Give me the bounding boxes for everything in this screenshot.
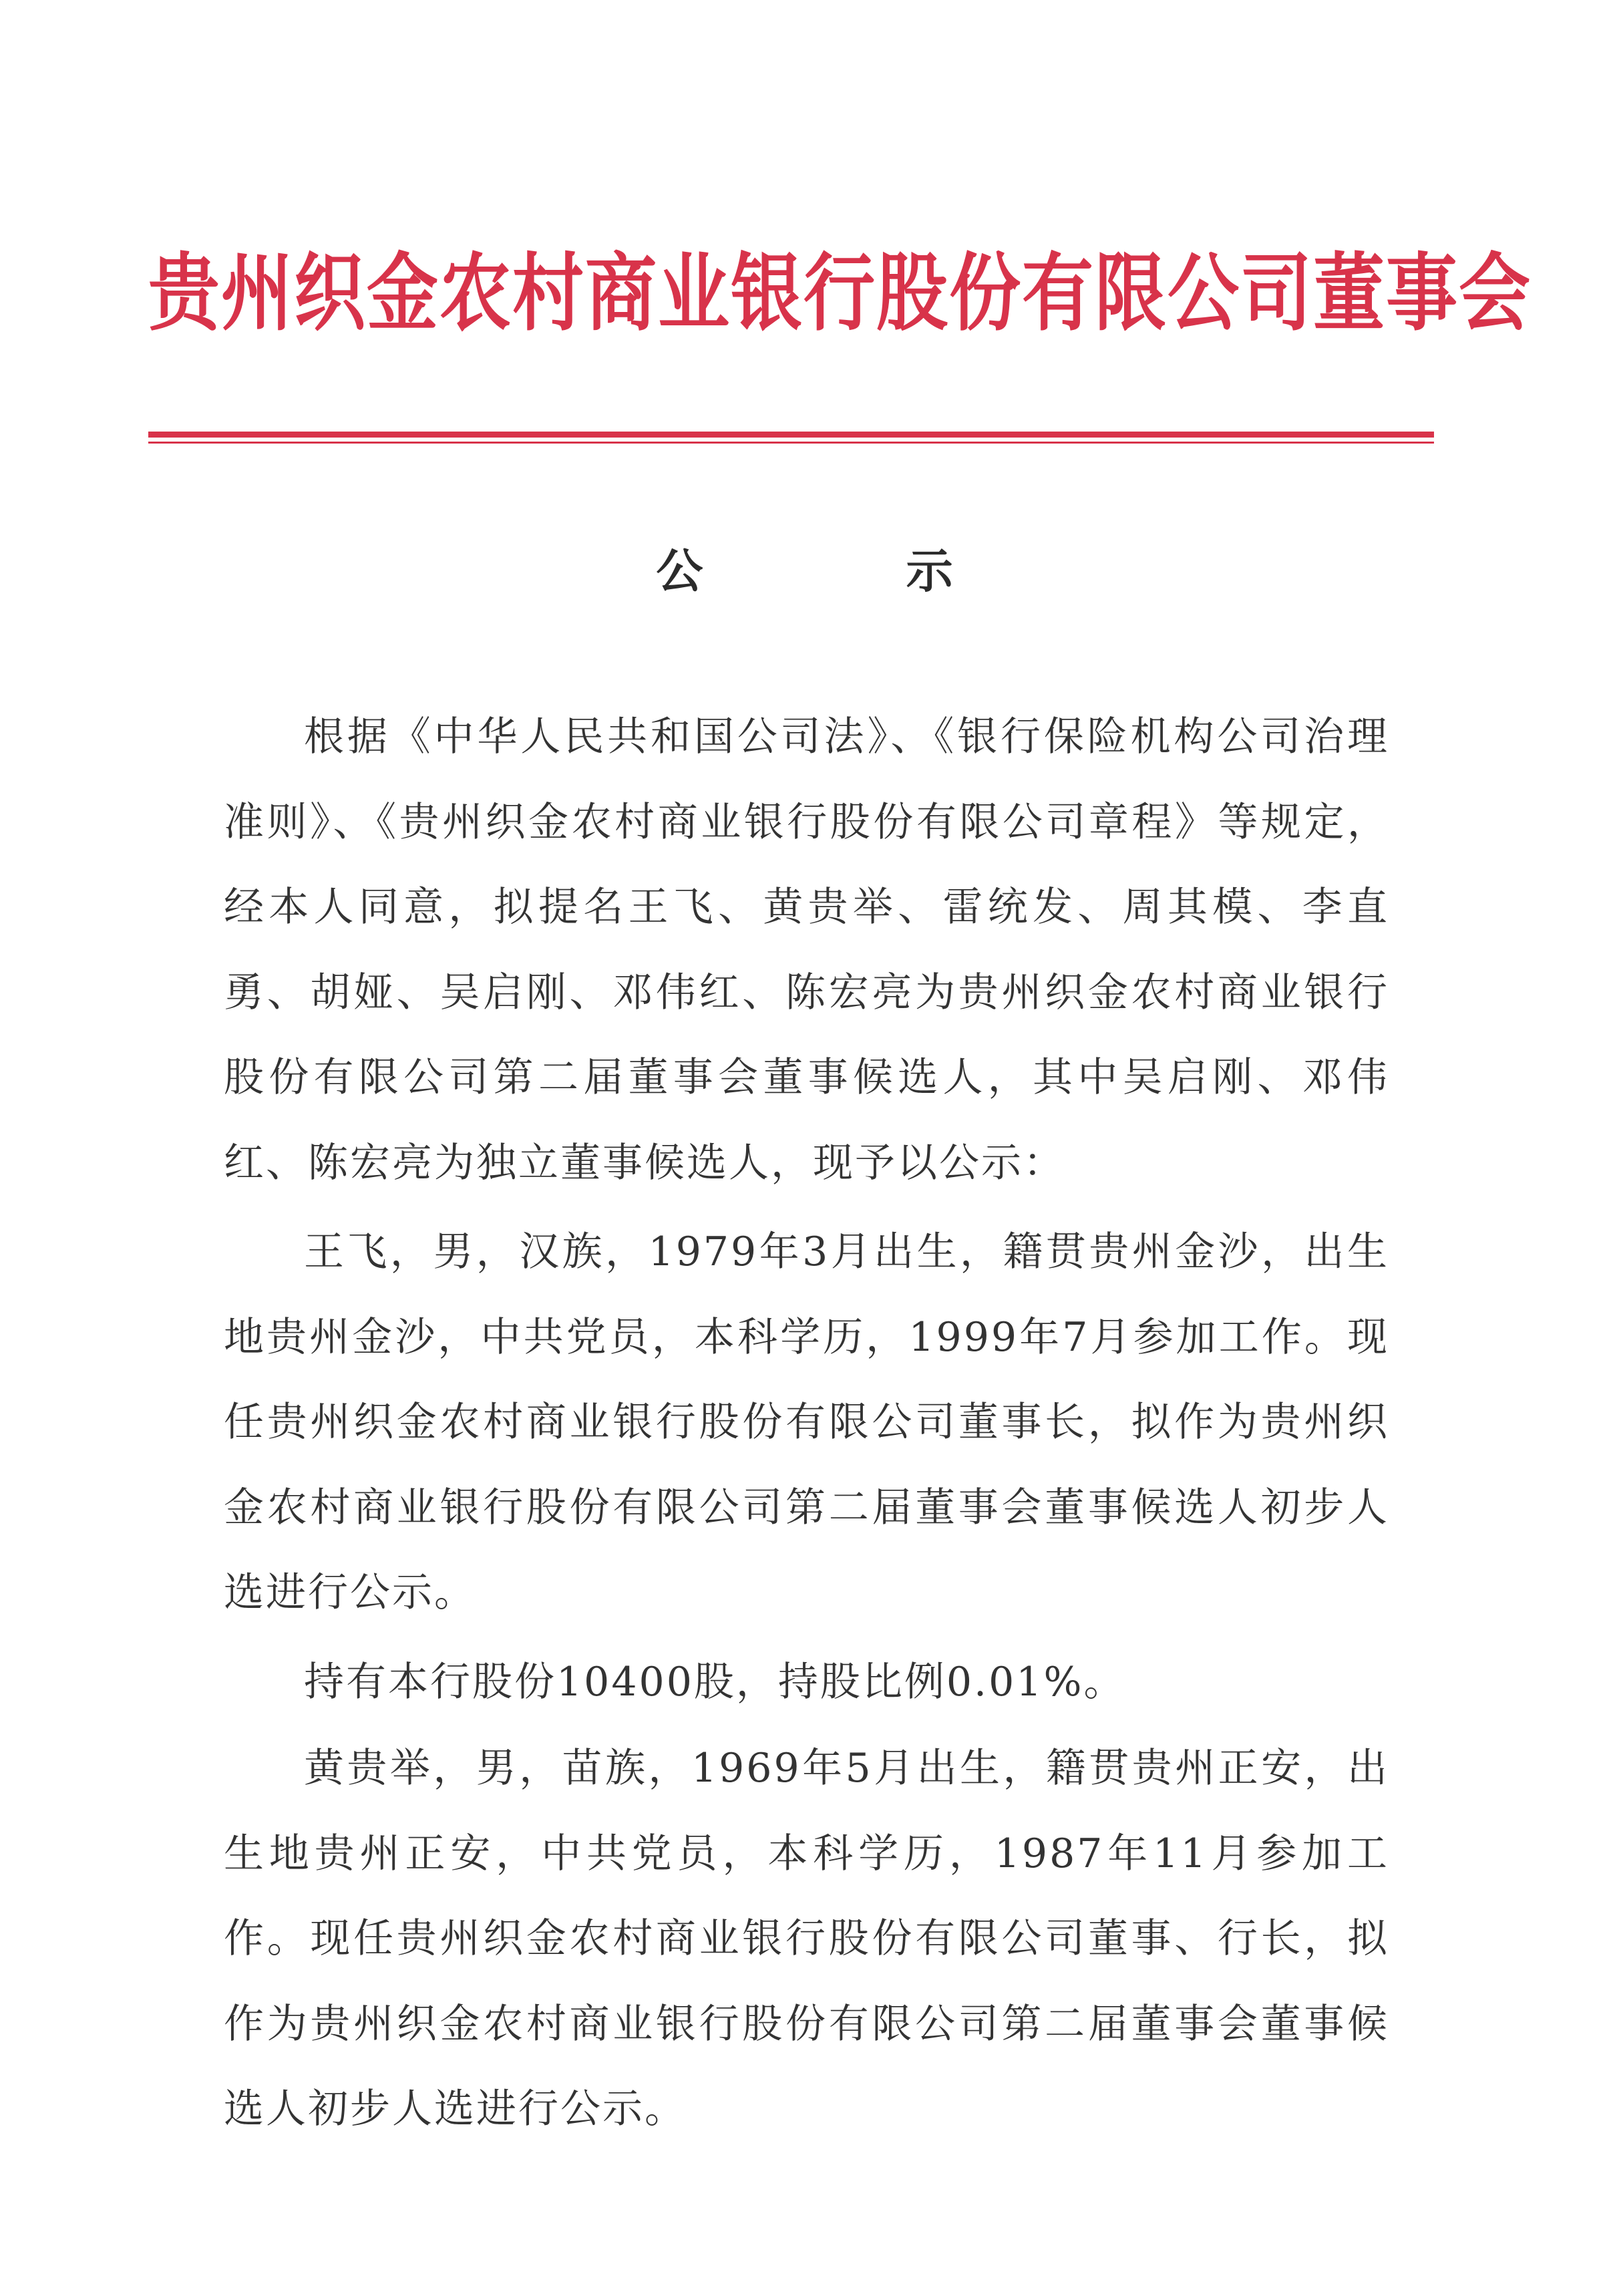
document-title: 公 示: [656, 543, 1047, 599]
paragraph-shareholding-wang-fei: 持有本行股份10400股，持股比例0.01%。: [304, 1658, 1126, 1705]
paragraph-nomination-intro: 根据《中华人民共和国公司法》、《银行保险机构公司治理准则》、《贵州织金农村商业银行股份有限公司章程》等规定，经本人同意，拟提名王飞、黄贵举、雷统发、周其模、李直勇、胡娅、吴启刚、邓伟红、陈宏亮为贵州织金农村商业银行股份有限公司第二届董事会董事候选人，其中吴启刚、邓伟红、陈宏亮为独立董事候选人，现予以公示：: [224, 713, 1389, 1186]
paragraph-candidate-huang-guiju: 黄贵举，男，苗族，1969年5月出生，籍贯贵州正安，出生地贵州正安，中共党员，本科学历，1987年11月参加工作。现任贵州织金农村商业银行股份有限公司董事、行长，拟作为贵州织金农村商业银行股份有限公司第二届董事会董事候选人初步人选进行公示。: [224, 1745, 1389, 2132]
letterhead-rule-thin: [148, 442, 1434, 444]
paragraph-candidate-wang-fei: 王飞，男，汉族，1979年3月出生，籍贯贵州金沙，出生地贵州金沙，中共党员，本科学历，1999年7月参加工作。现任贵州织金农村商业银行股份有限公司董事长，拟作为贵州织金农村商业银行股份有限公司第二届董事会董事候选人初步人选进行公示。: [224, 1228, 1389, 1616]
letterhead-org-name: 贵州织金农村商业银行股份有限公司董事会: [148, 244, 1532, 343]
letterhead-rule-thick: [148, 432, 1434, 438]
document-body: [224, 695, 1389, 2152]
